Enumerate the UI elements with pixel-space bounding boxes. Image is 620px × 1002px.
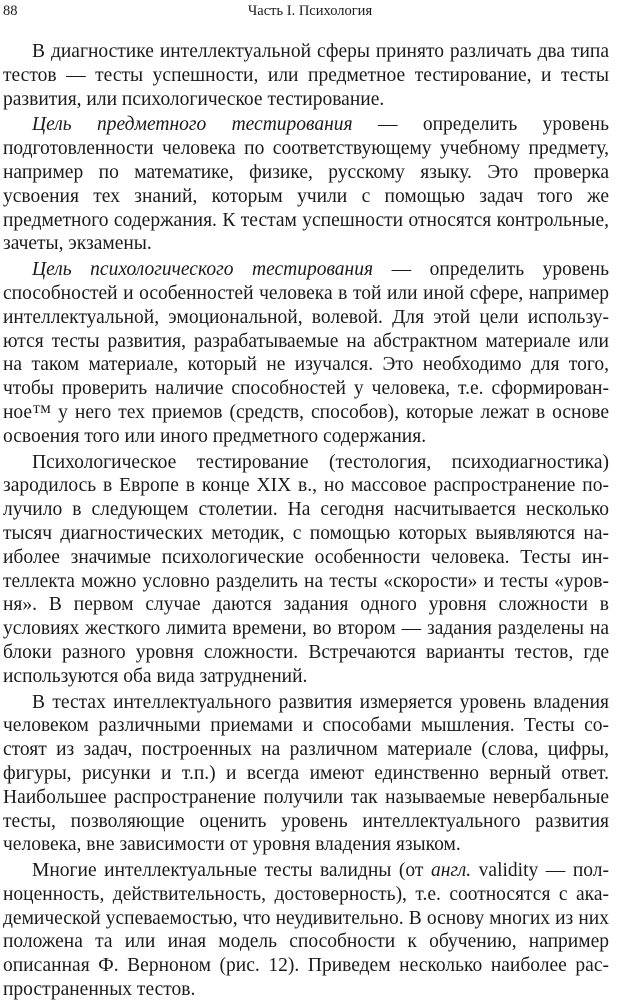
page-number: 88: [3, 3, 18, 19]
running-title: Часть I. Психология: [247, 3, 373, 19]
paragraph-intellectual-development-tests: В тестах интеллектуального развития измеряется уровень владения человеком различными приемами и способами мышления. Тесты состоят из задач, построенных на различном материале (слова, цифры, фигуры, рисунки и т.п.) и всегда имеют единственно верный ответ. Наибольшее распространение получили так называемые невербальные тесты, позволяющие оценить уровень интеллектуального развития человека, вне зависимости от уровня владения языком.: [3, 691, 609, 856]
body-text: [3, 40, 609, 1002]
term-psychological-testing-goal: Цель психологического тестирования: [32, 259, 374, 281]
paragraph-intellectual-diagnostics: В диагностике интеллектуальной сферы принято различать два типа тестов — тесты успешности, или предметное тестирование, и тесты развития, или психологическое тестирование.: [3, 41, 609, 110]
term-subject-testing-goal: Цель предметного тестирования: [32, 114, 353, 136]
paragraph-subject-testing: [3, 113, 609, 256]
abbr-english: англ.: [430, 860, 472, 882]
paragraph-psychological-testing-text: — определить уровень способностей и особенностей человека в той или иной сфере, например интеллектуальной, эмоциональной, волевой. Для этой цели используются тесты развития, разрабатываемые на абстрактном материале или на таком материале, который не изучался. Это необходимо для того, чтобы проверить наличие способностей у человека, т.е. сформированное™ у него тех приемов (средств, способов), которые лежат в основе освоения того или иного предметного содержания.: [3, 259, 609, 447]
page-header: [0, 2, 620, 20]
paragraph-subject-testing-text: — определить уровень подготовленности человека по соответствующему учебному предмету, например по математике, физике, русскому языку. Это проверка усвоения тех знаний, которым учили с помощью задач того же предметного содержания. К тестам успешности относятся контрольные, зачеты, экзамены.: [3, 114, 610, 255]
paragraph-test-validity: [3, 859, 609, 1002]
paragraph-test-validity-text: validity — полноценность, действительность, достоверность), т.е. соотносятся с академической успеваемостью, что неудивительно. В основу многих из них положена та или иная модель способности к обучению, например описанная Ф. Верноном (рис. 12). Приведем несколько наиболее распространенных тестов.: [3, 860, 609, 1001]
paragraph-testology-history: Психологическое тестирование (тестология, психодиагностика) зародилось в Европе в конце XIX в., но массовое распространение получило в следующем столетии. На сегодня насчитывается несколько тысяч диагностических методик, с помощью которых выявляются наиболее значимые психологические особенности человека. Тесты интеллекта можно условно разделить на тесты «скорости» и тесты «уровня». В первом случае даются задания одного уровня сложности в условиях жесткого лимита времени, во втором — задания разделены на блоки разного уровня сложности. Встречаются варианты тестов, где используются оба вида затруднений.: [3, 451, 609, 687]
paragraph-test-validity-start: Многие интеллектуальные тесты валидны (от: [32, 860, 431, 882]
paragraph-psychological-testing: [3, 258, 609, 448]
